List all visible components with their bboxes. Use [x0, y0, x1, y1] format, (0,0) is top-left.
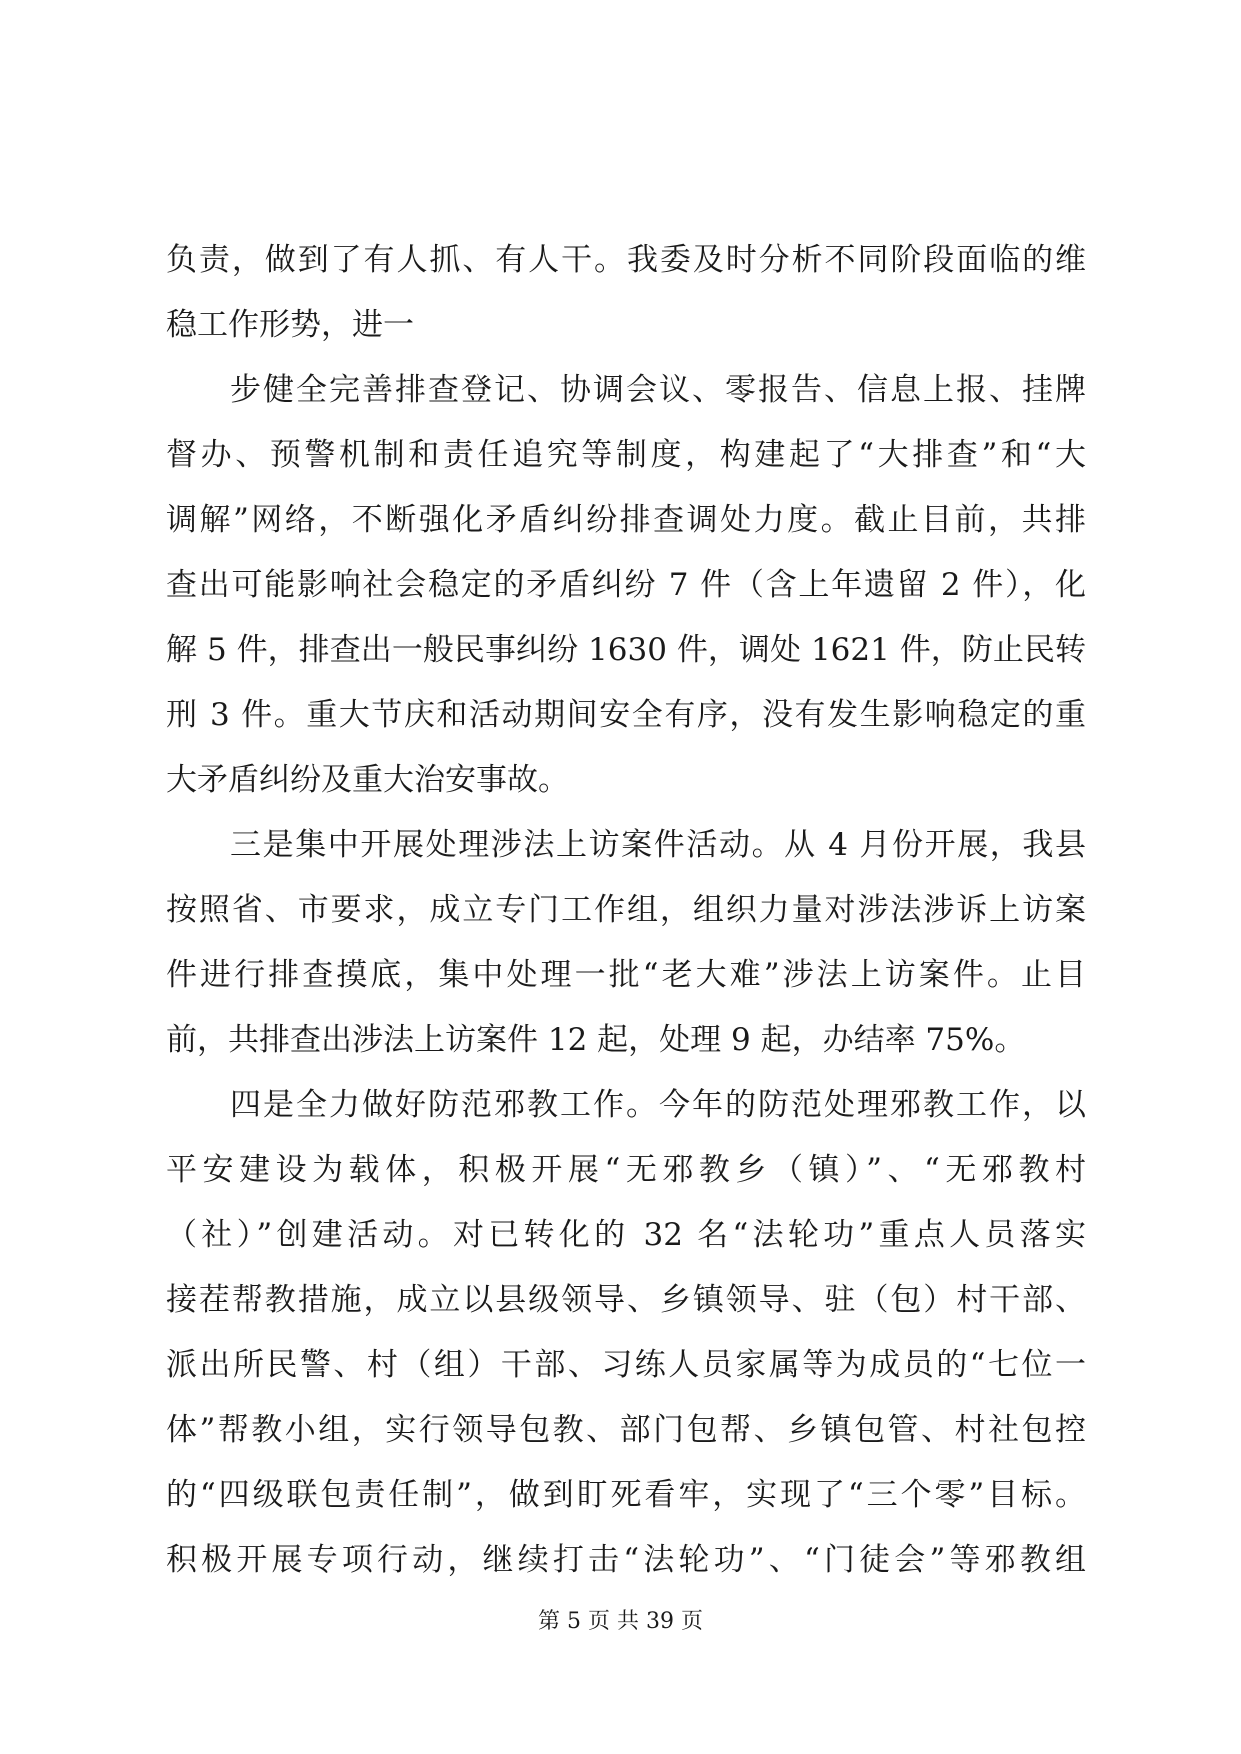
text-line: 件进行排查摸底，集中处理一批“老大难”涉法上访案件。止目 — [166, 957, 1086, 993]
text-line: 解 5 件，排查出一般民事纠纷 1630 件，调处 1621 件，防止民转 — [166, 632, 1086, 668]
paragraph-start-line: 四是全力做好防范邪教工作。今年的防范处理邪教工作，以 — [230, 1087, 1086, 1123]
text-line: 稳工作形势，进一 — [166, 307, 414, 343]
text-line: 积极开展专项行动，继续打击“法轮功”、“门徒会”等邪教组 — [166, 1542, 1086, 1578]
paragraph-start-line: 三是集中开展处理涉法上访案件活动。从 4 月份开展，我县 — [230, 827, 1086, 863]
text-line: 按照省、市要求，成立专门工作组，组织力量对涉法涉诉上访案 — [166, 892, 1086, 928]
text-line: 刑 3 件。重大节庆和活动期间安全有序，没有发生影响稳定的重 — [166, 697, 1086, 733]
text-line: 派出所民警、村（组）干部、习练人员家属等为成员的“七位一 — [166, 1347, 1086, 1383]
text-line: 查出可能影响社会稳定的矛盾纠纷 7 件（含上年遗留 2 件），化 — [166, 567, 1086, 603]
document-body — [166, 228, 1086, 1593]
text-line: （社）”创建活动。对已转化的 32 名“法轮功”重点人员落实 — [166, 1217, 1086, 1253]
text-line: 体”帮教小组，实行领导包教、部门包帮、乡镇包管、村社包控 — [166, 1412, 1086, 1448]
text-line: 督办、预警机制和责任追究等制度，构建起了“大排查”和“大 — [166, 437, 1086, 473]
paragraph-start-line: 步健全完善排查登记、协调会议、零报告、信息上报、挂牌 — [230, 372, 1086, 408]
text-line: 调解”网络，不断强化矛盾纠纷排查调处力度。截止目前，共排 — [166, 502, 1086, 538]
page-number-footer: 第 5 页 共 39 页 — [538, 1609, 703, 1634]
text-line: 平安建设为载体，积极开展“无邪教乡（镇）”、“无邪教村 — [166, 1152, 1086, 1188]
text-line: 前，共排查出涉法上访案件 12 起，处理 9 起，办结率 75%。 — [166, 1022, 1026, 1058]
text-line: 大矛盾纠纷及重大治安事故。 — [166, 762, 569, 798]
text-line: 接茬帮教措施，成立以县级领导、乡镇领导、驻（包）村干部、 — [166, 1282, 1086, 1318]
text-line: 负责，做到了有人抓、有人干。我委及时分析不同阶段面临的维 — [166, 242, 1086, 278]
text-line: 的“四级联包责任制”，做到盯死看牢，实现了“三个零”目标。 — [166, 1477, 1086, 1513]
